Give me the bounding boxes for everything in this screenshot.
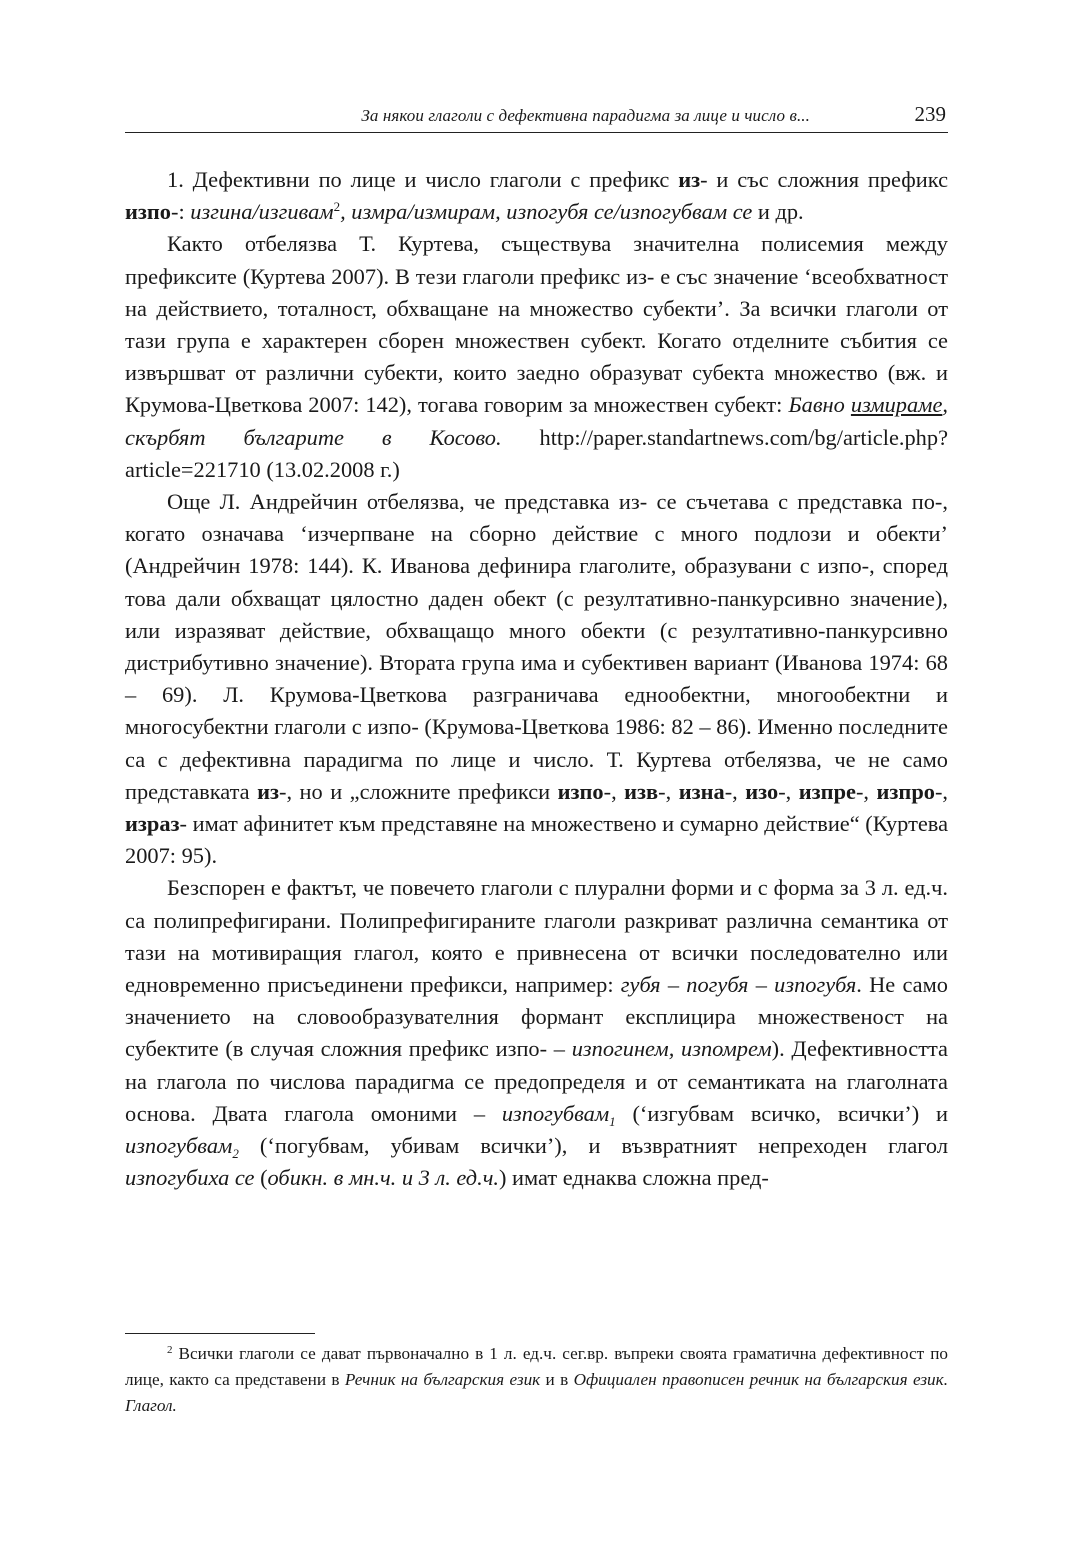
footnote-ref[interactable]: 2: [333, 199, 341, 215]
text: (‘погубвам, убивам всички’), и възвратният непреходен глагол: [238, 1133, 948, 1159]
text: Както отбелязва Т. Куртева, съществува значителна полисемия между префиксите (Куртева 2007). В тези глаголи префикс из- е със значение ‘всеобхватност на действието, тоталност, обхващане на множество субекти’. За всички глаголи от тази група е характерен сборен множествен субект. Когато отделните събития се извършват от различни субекти, които заедно образуват субекта множество (вж. и Крумова-Цветкова 2007: 142), тогава говорим за множествен субект:: [125, 231, 948, 418]
italic-example: изпогинем, изпомрем: [571, 1036, 772, 1062]
paragraph-4: [125, 872, 948, 1194]
footnote: [125, 1341, 948, 1419]
text: -,: [658, 778, 679, 804]
footnote-2: [125, 1341, 948, 1419]
bold-prefix: изпо: [125, 199, 171, 225]
bold-prefix: изпре: [798, 778, 856, 804]
text: -,: [778, 778, 799, 804]
homonym-index: 2: [232, 1146, 239, 1162]
running-title: За някои глаголи с дефективна парадигма за лице и число в...: [361, 106, 810, 125]
italic-example: губя – погубя – изпогубя: [620, 972, 857, 998]
text: -:: [171, 199, 191, 225]
bold-prefix: из: [678, 167, 701, 192]
text: -,: [855, 778, 877, 804]
bold-prefix: израз: [125, 811, 180, 837]
text: Всички глаголи се дават първоначално в 1 л. ед.ч. сег.вр. въпреки своята граматична дефективност по лице, както са представени в: [125, 1344, 948, 1389]
text: -,: [934, 778, 949, 804]
italic-example: , измра/измирам, изпогубя се/изпогубвам се: [340, 199, 753, 225]
italic-title: Речник на българския език: [344, 1370, 541, 1389]
paragraph-2: [125, 228, 948, 486]
text: -,: [724, 778, 746, 804]
text: -, но и „сложните префикси: [279, 778, 558, 804]
text: . Не само значението на словообразувателния формант експлицира множественост на субектите (в случая сложния префикс изпо- –: [125, 972, 948, 1062]
italic-example: Бавно: [788, 392, 851, 418]
text: ). Дефективността на глагола по числова парадигма се предопределя и от семантиката на глаголната основа. Двата глагола омоними –: [125, 1036, 948, 1126]
text: -,: [603, 778, 625, 804]
text: Безспорен е фактът, че повечето глаголи с плурални форми и с форма за 3 л. ед.ч. са полипрефигирани. Полипрефигираните глаголи разкриват различна семантика от тази на мотивиращия глагол, която е привнесена от всички последователно или едновременно присъединени префикси, например:: [125, 875, 948, 998]
running-header: [125, 100, 948, 133]
page-number: 239: [914, 102, 946, 126]
italic-example: изпогубиха се: [125, 1165, 255, 1191]
text: и в: [540, 1370, 574, 1389]
italic-title: Официален правописен речник на българския език. Глагол.: [125, 1370, 948, 1415]
source-url: http://paper.standartnews.com/bg/article.php?article=221710 (13.02.2008 г.): [125, 424, 949, 482]
homonym-index: 1: [609, 1113, 616, 1129]
text: Още Л. Андрейчин отбелязва, че представка из- се съчетава с представка по-, когато означава ‘изчерпване на сборно действие с много подлози и обекти’ (Андрейчин 1978: 144). К. Иванова дефинира глаголите, образувани с изпо-, според това дали обхващат цялостно даден обект (с резултативно-панкурсивно значение), или изразяват действие, обхващащо много обекти (с резултативно-панкурсивно дистрибутивно значение). Втората група има и субективен вариант (Иванова 1974: 68 – 69). Л. Крумова-Цветкова разграничава еднообектни, многообектни и многосубектни глаголи с изпо- (Крумова-Цветкова 1986: 82 – 86). Именно последните са с дефективна парадигма по лице и число. Т. Куртева отбелязва, че не само представката: [125, 489, 948, 804]
italic-example: изпогубвам: [125, 1133, 233, 1159]
bold-prefix: изна: [678, 778, 725, 804]
text: - имат афинитет към представяне на множествено и сумарно действие“ (Куртева 2007: 95).: [125, 811, 949, 869]
italic-example: изгина/изгивам: [190, 199, 334, 225]
bold-prefix: изпро: [876, 778, 935, 804]
text: 1. Дефективни по лице и число глаголи с префикс: [167, 167, 679, 192]
bold-prefix: изв: [624, 778, 659, 804]
paragraph-3: [125, 486, 948, 872]
footnote-number: 2: [167, 1344, 173, 1356]
bold-prefix: изо: [745, 778, 779, 804]
italic-example: изпогубвам: [501, 1100, 610, 1126]
text: (‘изгубвам всичко, всички’) и: [615, 1100, 948, 1126]
bold-prefix: изпо: [557, 778, 604, 804]
text: - и със сложния префикс: [700, 167, 949, 192]
text: ) имат еднаква сложна пред-: [498, 1165, 769, 1191]
italic-example: , скърбят българите в Косово.: [125, 392, 948, 450]
footnote-divider: [125, 1333, 315, 1334]
italic-note: обикн. в мн.ч. и 3 л. ед.ч.: [267, 1165, 499, 1191]
bold-prefix: из: [257, 778, 280, 804]
underlined-example: измираме: [850, 392, 943, 418]
paragraph-1: [125, 164, 948, 228]
text: (: [254, 1165, 268, 1191]
body-text: [125, 164, 948, 1195]
text: и др.: [752, 199, 804, 225]
